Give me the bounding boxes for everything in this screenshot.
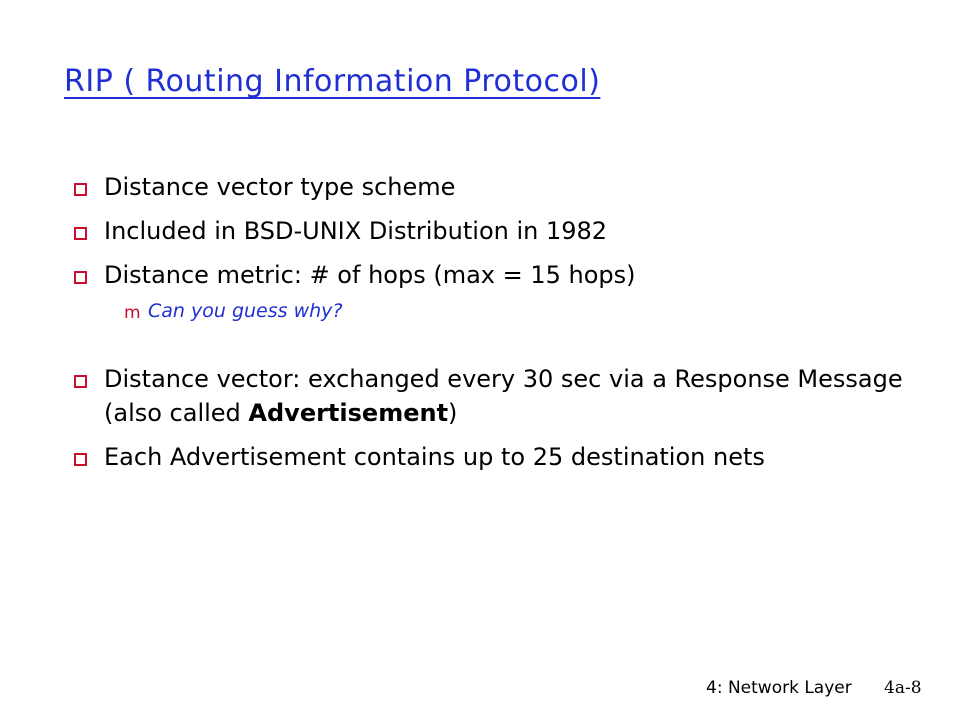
advertisement-term: Advertisement <box>248 399 449 427</box>
square-bullet-icon <box>74 227 87 240</box>
bullet-text: Each Advertisement contains up to 25 destination nets <box>104 443 765 471</box>
bullet-text-part: Distance vector: exchanged every 30 sec via a Response Message (also called <box>104 365 903 427</box>
bullet-item <box>72 440 932 474</box>
square-bullet-icon <box>74 271 87 284</box>
slide-title: RIP ( Routing Information Protocol) <box>64 64 601 99</box>
bullet-text: Distance vector type scheme <box>104 173 456 201</box>
sub-bullet-marker-icon: m <box>124 303 141 323</box>
bullet-text-part: ) <box>448 399 458 427</box>
square-bullet-icon <box>74 453 87 466</box>
bullet-item <box>72 362 932 430</box>
bullet-item <box>72 258 932 292</box>
bullet-item <box>72 214 932 248</box>
square-bullet-icon <box>74 183 87 196</box>
bullet-text <box>104 365 903 427</box>
bullet-text: Included in BSD-UNIX Distribution in 1982 <box>104 217 608 245</box>
bullet-list <box>72 170 932 484</box>
bullet-item <box>72 170 932 204</box>
sub-bullet-item <box>72 298 932 324</box>
bullet-text: Distance metric: # of hops (max = 15 hops) <box>104 261 636 289</box>
sub-bullet-text: Can you guess why? <box>148 300 343 322</box>
footer-chapter: 4: Network Layer <box>706 678 852 698</box>
square-bullet-icon <box>74 375 87 388</box>
footer-page-number: 4a-8 <box>884 678 922 698</box>
